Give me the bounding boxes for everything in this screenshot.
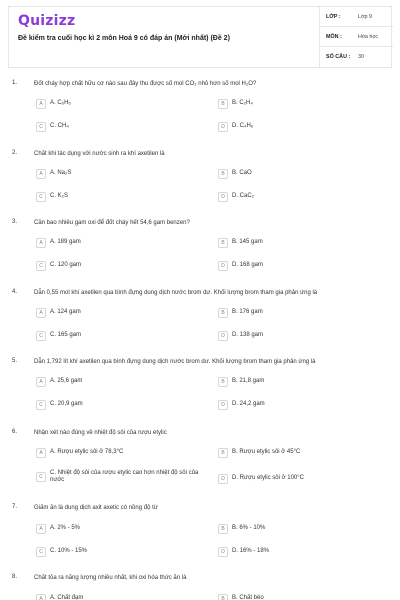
option-text: A. 124 gam — [50, 309, 81, 315]
option-letter-badge: A — [36, 594, 46, 600]
option-letter-badge: B — [218, 308, 228, 318]
option-letter-badge: D — [218, 122, 228, 132]
option-text: B. Chất béo — [232, 595, 264, 600]
option-text: C. CH₄ — [50, 123, 69, 129]
question-text: Chất khi tác dụng với nước sinh ra khí axetilen là — [34, 151, 165, 157]
option-text: A. Chất đạm — [50, 595, 84, 600]
option-b[interactable] — [218, 524, 394, 534]
option-text: A. Rượu etylic sôi ở 78,3°C — [50, 449, 124, 455]
option-b[interactable] — [218, 169, 394, 179]
question-number: 3. — [12, 219, 18, 225]
option-letter-badge: D — [218, 331, 228, 341]
option-d[interactable] — [218, 474, 394, 484]
option-letter-badge: A — [36, 99, 46, 109]
option-text: C. K₂S — [50, 193, 68, 199]
option-a[interactable] — [36, 99, 212, 109]
option-letter-badge: B — [218, 377, 228, 387]
option-text: B. Rượu etylic sôi ở 45°C — [232, 449, 301, 455]
option-text: A. Na₂S — [50, 170, 72, 176]
option-d[interactable] — [218, 122, 394, 132]
option-a[interactable] — [36, 169, 212, 179]
question-number: 4. — [12, 289, 18, 295]
option-a[interactable] — [36, 308, 212, 318]
option-b[interactable] — [218, 594, 394, 600]
option-letter-badge: B — [218, 169, 228, 179]
option-c[interactable] — [36, 470, 212, 484]
option-letter-badge: B — [218, 524, 228, 534]
question-text: Chất tỏa ra năng lượng nhiều nhất, khi oxi hóa thức ăn là — [34, 575, 187, 581]
option-letter-badge: D — [218, 261, 228, 271]
option-c[interactable] — [36, 261, 212, 271]
meta-key: MÔN : — [326, 34, 342, 40]
option-d[interactable] — [218, 400, 394, 410]
option-letter-badge: C — [36, 261, 46, 271]
option-letter-badge: A — [36, 238, 46, 248]
option-text: D. CaC₂ — [232, 193, 254, 199]
option-b[interactable] — [218, 99, 394, 109]
question-text: Nhận xét nào đúng về nhiệt độ sôi của rượu etylic — [34, 430, 167, 436]
option-c[interactable] — [36, 192, 212, 202]
option-text: D. 16% - 18% — [232, 548, 270, 554]
option-letter-badge: C — [36, 331, 46, 341]
meta-row-subject — [320, 27, 393, 47]
quizizz-logo: Quizizz — [18, 13, 76, 29]
question-text: Cần bao nhiêu gam oxi để đốt cháy hết 54,6 gam benzen? — [34, 220, 190, 226]
option-letter-badge: C — [36, 400, 46, 410]
option-letter-badge: D — [218, 192, 228, 202]
option-letter-badge: B — [218, 238, 228, 248]
option-a[interactable] — [36, 524, 212, 534]
worksheet-header — [8, 6, 392, 68]
option-text: B. C₂H₄ — [232, 100, 253, 106]
option-text: C. 20,9 gam — [50, 401, 83, 407]
meta-value: 30 — [358, 54, 364, 60]
option-text: A. 2% - 5% — [50, 525, 81, 531]
question-text: Dẫn 1,792 lít khí axetilen qua bình đựng dung dịch nước brom dư. Khối lượng brom tham gia phản ứng là — [34, 359, 316, 365]
meta-row-question-count — [320, 47, 393, 67]
option-letter-badge: C — [36, 472, 46, 482]
question-number: 5. — [12, 358, 18, 364]
option-c[interactable] — [36, 122, 212, 132]
meta-key: SỐ CÂU : — [326, 54, 351, 60]
option-a[interactable] — [36, 377, 212, 387]
option-c[interactable] — [36, 331, 212, 341]
option-text: A. 189 gam — [50, 239, 81, 245]
option-letter-badge: B — [218, 99, 228, 109]
meta-row-grade — [320, 7, 393, 27]
question-number: 7. — [12, 504, 18, 510]
option-c[interactable] — [36, 547, 212, 557]
meta-key: LỚP : — [326, 14, 341, 20]
option-c[interactable] — [36, 400, 212, 410]
question-number: 8. — [12, 574, 18, 580]
question-text: Giấm ăn là dung dịch axit axetic có nồng độ từ — [34, 505, 158, 511]
option-text: D. 138 gam — [232, 332, 264, 338]
option-b[interactable] — [218, 377, 394, 387]
option-d[interactable] — [218, 261, 394, 271]
option-text: A. 25,6 gam — [50, 378, 83, 384]
option-text: D. 168 gam — [232, 262, 264, 268]
option-text: D. C₄H₆ — [232, 123, 254, 129]
option-letter-badge: B — [218, 448, 228, 458]
option-letter-badge: C — [36, 192, 46, 202]
option-letter-badge: D — [218, 547, 228, 557]
worksheet-title: Đề kiểm tra cuối học kì 2 môn Hoá 9 có đáp án (Mới nhất) (Đề 2) — [18, 35, 230, 42]
option-d[interactable] — [218, 331, 394, 341]
meta-value: Hóa học — [358, 34, 379, 40]
question-text: Đốt cháy hợp chất hữu cơ nào sau đây thu được số mol CO₂ nhỏ hơn số mol H₂O? — [34, 81, 257, 87]
option-letter-badge: B — [218, 594, 228, 600]
option-text: B. 145 gam — [232, 239, 263, 245]
option-letter-badge: A — [36, 448, 46, 458]
option-letter-badge: A — [36, 169, 46, 179]
option-text: B. 176 gam — [232, 309, 263, 315]
option-letter-badge: A — [36, 377, 46, 387]
worksheet-meta — [319, 7, 392, 67]
option-letter-badge: C — [36, 122, 46, 132]
option-d[interactable] — [218, 192, 394, 202]
option-letter-badge: A — [36, 524, 46, 534]
option-b[interactable] — [218, 308, 394, 318]
option-letter-badge: D — [218, 400, 228, 410]
option-text: B. 6% - 10% — [232, 525, 266, 531]
question-number: 2. — [12, 150, 18, 156]
option-a[interactable] — [36, 594, 212, 600]
option-a[interactable] — [36, 448, 212, 458]
option-text: C. 10% - 15% — [50, 548, 88, 554]
option-text: D. 24,2 gam — [232, 401, 265, 407]
option-text: D. Rượu etylic sôi ở 100°C — [232, 475, 304, 481]
option-text: C. Nhiệt độ sôi của rượu etylic cao hơn nhiệt độ sôi của nước — [50, 470, 199, 483]
option-b[interactable] — [218, 448, 394, 458]
option-text: B. CaO — [232, 170, 252, 176]
meta-value: Lớp 9 — [358, 14, 373, 20]
option-text: C. 165 gam — [50, 332, 82, 338]
option-letter-badge: D — [218, 474, 228, 484]
option-text: B. 21,8 gam — [232, 378, 265, 384]
option-a[interactable] — [36, 238, 212, 248]
option-b[interactable] — [218, 238, 394, 248]
option-letter-badge: A — [36, 308, 46, 318]
option-d[interactable] — [218, 547, 394, 557]
question-text: Dẫn 0,55 mol khí axetilen qua bình đựng dung dịch nước brom dư. Khối lượng brom tham gia phản ứng là — [34, 290, 318, 296]
question-number: 1. — [12, 80, 18, 86]
option-letter-badge: C — [36, 547, 46, 557]
option-text: A. C₆H₆ — [50, 100, 71, 106]
option-text: C. 120 gam — [50, 262, 82, 268]
question-number: 6. — [12, 429, 18, 435]
